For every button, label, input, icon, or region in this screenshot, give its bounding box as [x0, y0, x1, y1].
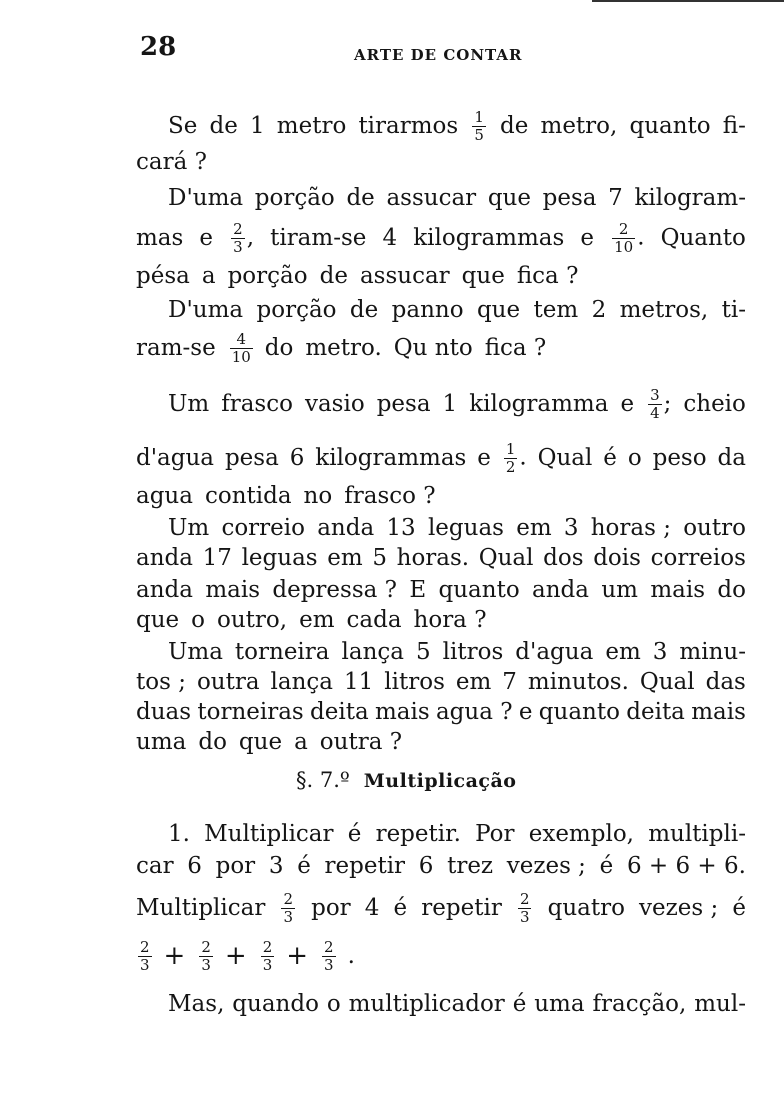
- text-line: car 6 por 3 é repetir 6 trez vezes ; é 6 + 6 + 6.: [136, 853, 746, 879]
- fraction: $\frac{3}{4}$: [650, 385, 660, 422]
- fraction: $\frac{2}{3}$: [324, 937, 334, 974]
- fraction: $\frac{1}{2}$: [505, 439, 516, 476]
- text-line: anda 17 leguas em 5 horas. Qual dos dois correios: [136, 545, 746, 571]
- text-line: Um correio anda 13 leguas em 3 horas ; outro: [168, 515, 746, 541]
- fraction: $\frac{1}{5}$: [474, 107, 484, 144]
- fraction: $\frac{2}{10}$: [614, 219, 634, 256]
- text-line: anda mais depressa ? E quanto anda um mais do: [136, 577, 746, 603]
- text-line: Mas, quando o multiplicador é uma fracção, mul-: [168, 991, 746, 1017]
- fraction: $\frac{2}{3}$: [201, 937, 211, 974]
- text-line: pésa a porção de assucar que fica ?: [136, 263, 579, 289]
- fraction: $\frac{2}{3}$: [140, 937, 150, 974]
- text-line: Um frasco vasio pesa 1 kilogramma e $\frac{3}{4}$ ; cheio: [168, 385, 746, 422]
- section-number: §. 7.º: [296, 768, 350, 792]
- text-line: d'agua pesa 6 kilogrammas e $\frac{1}{2}$ . Qual é o peso da: [136, 439, 746, 476]
- text-line: Uma torneira lança 5 litros d'agua em 3 minu-: [168, 639, 746, 665]
- fraction: $\frac{2}{3}$: [283, 889, 293, 926]
- page-edge-line: [592, 0, 784, 2]
- text-line: 1. Multiplicar é repetir. Por exemplo, multipli-: [168, 821, 746, 847]
- text-line: $\frac{2}{3}$ + $\frac{2}{3}$ + $\frac{2}{3}$ + $\frac{2}{3}$ .: [140, 937, 355, 974]
- running-title: ARTE DE CONTAR: [354, 46, 523, 64]
- text-line: cará ?: [136, 149, 207, 175]
- text-line: Multiplicar $\frac{2}{3}$ por 4 é repetir $\frac{2}{3}$ quatro vezes ; é: [136, 889, 746, 926]
- text-line: que o outro, em cada hora ?: [136, 607, 487, 633]
- text-line: agua contida no frasco ?: [136, 483, 436, 509]
- section-title: Multiplicação: [363, 770, 517, 792]
- fraction: $\frac{2}{3}$: [262, 937, 273, 974]
- section-heading: [296, 768, 516, 792]
- text-line: ram-se $\frac{4}{10}$ do metro. Qu nto fica ?: [136, 329, 547, 366]
- text-line: Se de 1 metro tirarmos $\frac{1}{5}$ de metro, quanto fi-: [168, 107, 746, 144]
- text-line: duas torneiras deita mais agua ? e quanto deita mais: [136, 699, 746, 725]
- fraction: $\frac{4}{10}$: [231, 329, 251, 366]
- fraction: $\frac{2}{3}$: [233, 219, 243, 256]
- fraction: $\frac{2}{3}$: [519, 889, 530, 926]
- text-line: D'uma porção de panno que tem 2 metros, ti-: [168, 297, 746, 323]
- text-line: mas e $\frac{2}{3}$ , tiram-se 4 kilogrammas e $\frac{2}{10}$ . Quanto: [136, 219, 746, 256]
- text-line: D'uma porção de assucar que pesa 7 kilogram-: [168, 185, 746, 211]
- text-line: tos ; outra lança 11 litros em 7 minutos. Qual das: [136, 669, 746, 695]
- page-number: 28: [140, 32, 177, 62]
- text-line: uma do que a outra ?: [136, 729, 403, 755]
